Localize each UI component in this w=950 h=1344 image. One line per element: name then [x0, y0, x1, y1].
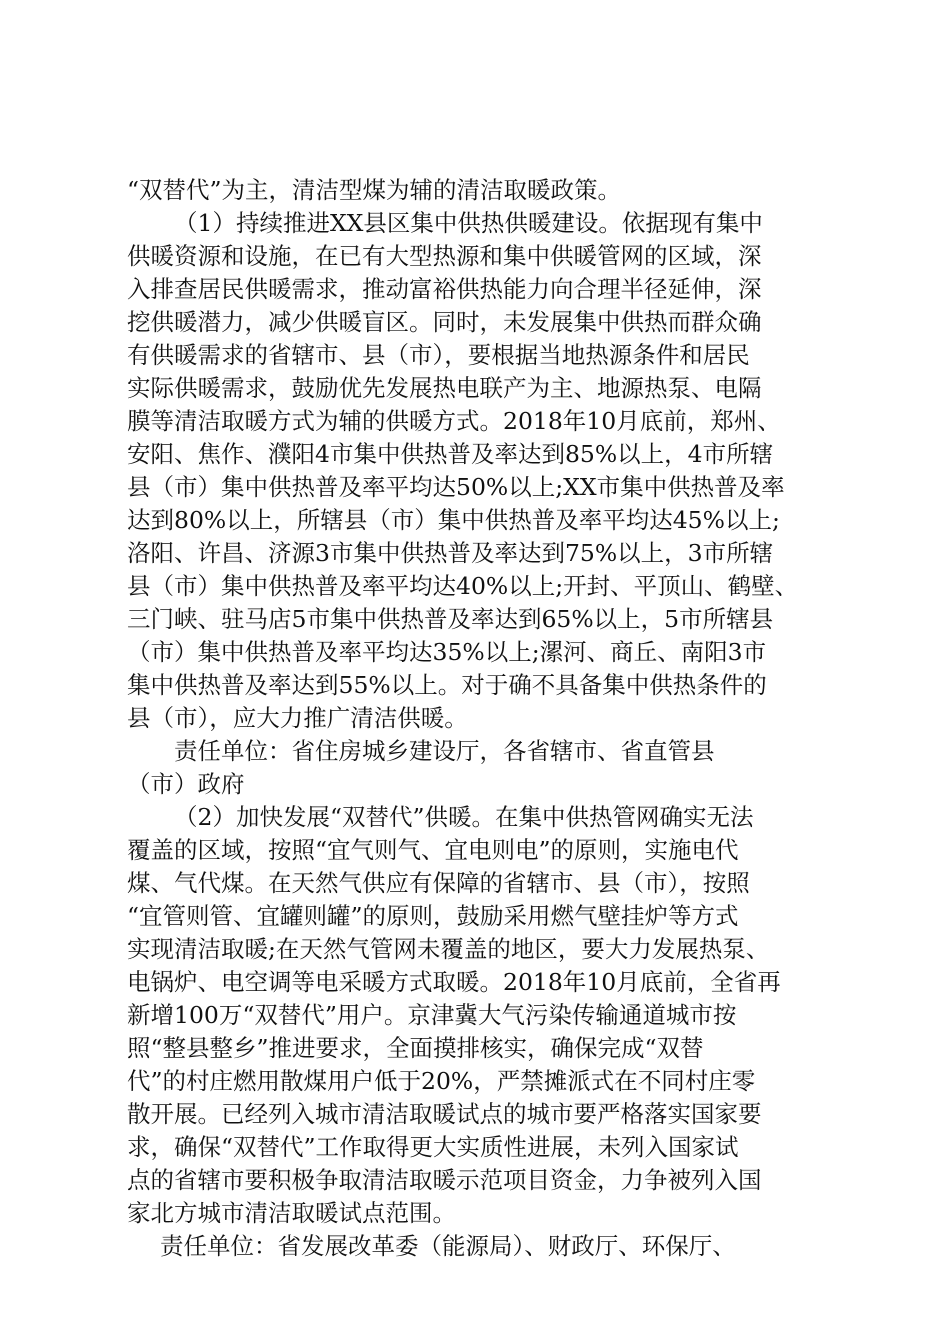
paragraph-line: 覆盖的区域，按照“宜气则气、宜电则电”的原则，实施电代 [127, 836, 739, 864]
paragraph-line: （市）集中供热普及率平均达35%以上;漯河、商丘、南阳3市 [127, 638, 767, 666]
paragraph-line: 三门峡、驻马店5市集中供热普及率达到65%以上，5市所辖县 [127, 605, 774, 633]
responsible-unit-line: 责任单位：省住房城乡建设厅，各省辖市、省直管县 [174, 737, 715, 765]
paragraph-line: “宜管则管、宜罐则罐”的原则，鼓励采用燃气壁挂炉等方式 [127, 902, 739, 930]
paragraph-line: 入排查居民供暖需求，推动富裕供热能力向合理半径延伸，深 [127, 275, 762, 303]
paragraph-line: 煤、气代煤。在天然气供应有保障的省辖市、县（市），按照 [127, 869, 750, 897]
paragraph-line: 挖供暖潜力，减少供暖盲区。同时，未发展集中供热而群众确 [127, 308, 762, 336]
paragraph-line: 家北方城市清洁取暖试点范围。 [127, 1199, 456, 1227]
responsible-unit-line: （市）政府 [127, 770, 245, 798]
paragraph-line: 县（市），应大力推广清洁供暖。 [127, 704, 468, 732]
paragraph-line: 求，确保“双替代”工作取得更大实质性进展，未列入国家试 [127, 1133, 739, 1161]
paragraph-line: 洛阳、许昌、济源3市集中供热普及率达到75%以上，3市所辖 [127, 539, 774, 567]
paragraph-line: 实际供暖需求，鼓励优先发展热电联产为主、地源热泵、电隔 [127, 374, 762, 402]
paragraph-line: （2）加快发展“双替代”供暖。在集中供热管网确实无法 [174, 803, 754, 831]
paragraph-line: 代”的村庄燃用散煤用户低于20%，严禁摊派式在不同村庄零 [127, 1067, 756, 1095]
paragraph-line: 新增100万“双替代”用户。京津冀大气污染传输通道城市按 [127, 1001, 737, 1029]
responsible-unit-line: 责任单位：省发展改革委（能源局）、财政厅、环保厅、 [160, 1232, 736, 1260]
paragraph-line: 集中供热普及率达到55%以上。对于确不具备集中供热条件的 [127, 671, 767, 699]
paragraph-line: 照“整县整乡”推进要求，全面摸排核实，确保完成“双替 [127, 1034, 704, 1062]
paragraph-line: 有供暖需求的省辖市、县（市），要根据当地热源条件和居民 [127, 341, 750, 369]
paragraph-line: 县（市）集中供热普及率平均达40%以上;开封、平顶山、鹤壁、 [127, 572, 799, 600]
paragraph-line: 实现清洁取暖;在天然气管网未覆盖的地区，要大力发展热泵、 [127, 935, 770, 963]
paragraph-line: 点的省辖市要积极争取清洁取暖示范项目资金，力争被列入国 [127, 1166, 762, 1194]
paragraph-line: 电锅炉、电空调等电采暖方式取暖。2018年10月底前，全省再 [127, 968, 781, 996]
paragraph-line: 安阳、焦作、濮阳4市集中供热普及率达到85%以上，4市所辖 [127, 440, 774, 468]
paragraph-line: “双替代”为主，清洁型煤为辅的清洁取暖政策。 [127, 176, 622, 204]
paragraph-line: 散开展。已经列入城市清洁取暖试点的城市要严格落实国家要 [127, 1100, 762, 1128]
paragraph-line: 膜等清洁取暖方式为辅的供暖方式。2018年10月底前，郑州、 [127, 407, 781, 435]
paragraph-line: 达到80%以上，所辖县（市）集中供热普及率平均达45%以上; [127, 506, 780, 534]
paragraph-line: 供暖资源和设施，在已有大型热源和集中供暖管网的区域，深 [127, 242, 762, 270]
paragraph-line: （1）持续推进XX县区集中供热供暖建设。依据现有集中 [174, 209, 763, 237]
paragraph-line: 县（市）集中供热普及率平均达50%以上;XX市集中供热普及率 [127, 473, 785, 501]
